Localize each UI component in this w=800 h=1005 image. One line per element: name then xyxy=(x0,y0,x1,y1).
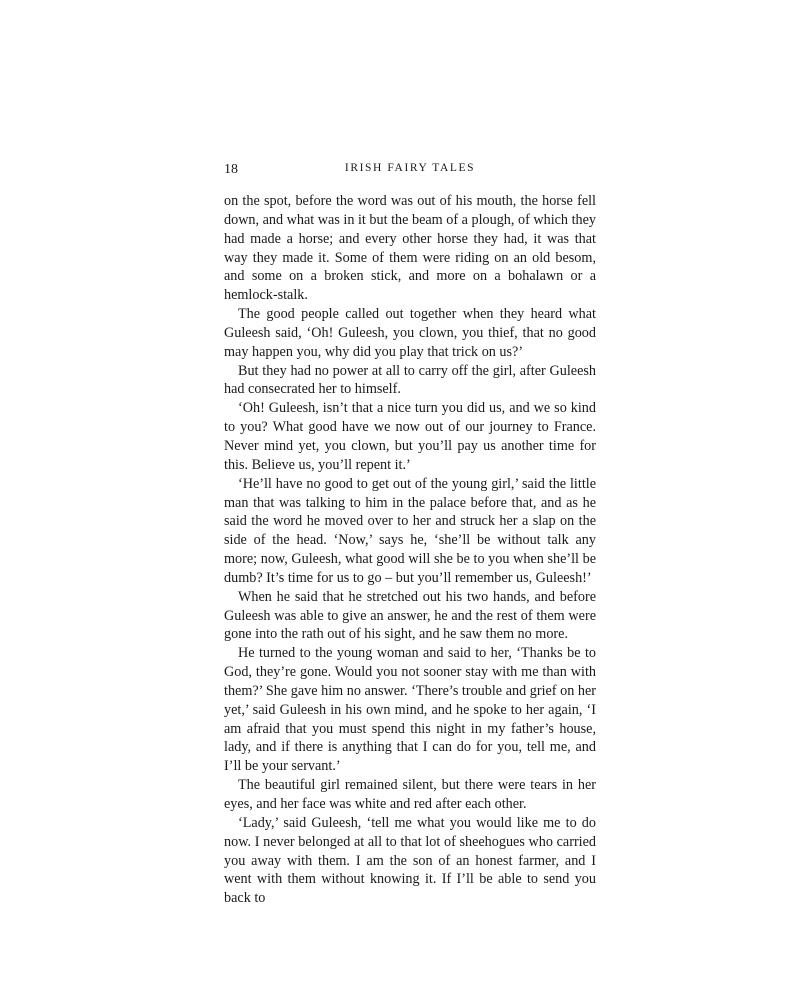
paragraph: The good people called out together when they heard what Guleesh said, ‘Oh! Guleesh, you clown, you thief, that no good may happen you, why did you play that trick on us?’ xyxy=(224,306,596,360)
paragraph: ‘Oh! Guleesh, isn’t that a nice turn you did us, and we so kind to you? What good have we now out of our journey to France. Never mind yet, you clown, but you’ll pay us another time for this. Believe us, you’ll repent it.’ xyxy=(224,400,596,473)
paragraph: But they had no power at all to carry off the girl, after Guleesh had consecrated her to himself. xyxy=(224,362,596,398)
paragraph: The beautiful girl remained silent, but there were tears in her eyes, and her face was white and red after each other. xyxy=(224,777,596,812)
page-number: 18 xyxy=(224,162,238,177)
paragraph: He turned to the young woman and said to her, ‘Thanks be to God, they’re gone. Would you not sooner stay with me than with them?’ She gave him no answer. ‘There’s trouble and grief on her yet,’ said Guleesh in his own mind, and he spoke to her again, ‘I am afraid that you must spend this night in my father’s house, lady, and if there is anything that I can do for you, tell me, and I’ll be your servant.’ xyxy=(224,645,596,775)
paragraph: ‘Lady,’ said Guleesh, ‘tell me what you would like me to do now. I never belonged at all to that lot of sheehogues who carried you away with them. I am the son of an honest farmer, and I went with them without knowing it. If I’ll be able to send you back to xyxy=(224,814,596,907)
body-text xyxy=(224,192,596,908)
paragraph: on the spot, before the word was out of his mouth, the horse fell down, and what was in it but the beam of a plough, of which they had made a horse; and every other horse they had, it was that way they made it. Some of them were riding on an old besom, and some on a broken stick, and more on a bohalawn or a hemlock-stalk. xyxy=(224,193,596,304)
book-page xyxy=(224,162,596,908)
running-title: IRISH FAIRY TALES xyxy=(344,162,476,174)
paragraph: When he said that he stretched out his two hands, and before Guleesh was able to give an answer, he and the rest of them were gone into the rath out of his sight, and he saw them no more. xyxy=(224,588,596,643)
paragraph: ‘He’ll have no good to get out of the young girl,’ said the little man that was talking to him in the palace before that, and as he said the word he moved over to her and struck her a slap on the side of the head. ‘Now,’ says he, ‘she’ll be without talk any more; now, Guleesh, what good will she be to you when she’ll be dumb? It’s time for us to go – but you’ll remember us, Guleesh!’ xyxy=(224,475,596,586)
running-head xyxy=(224,162,596,184)
